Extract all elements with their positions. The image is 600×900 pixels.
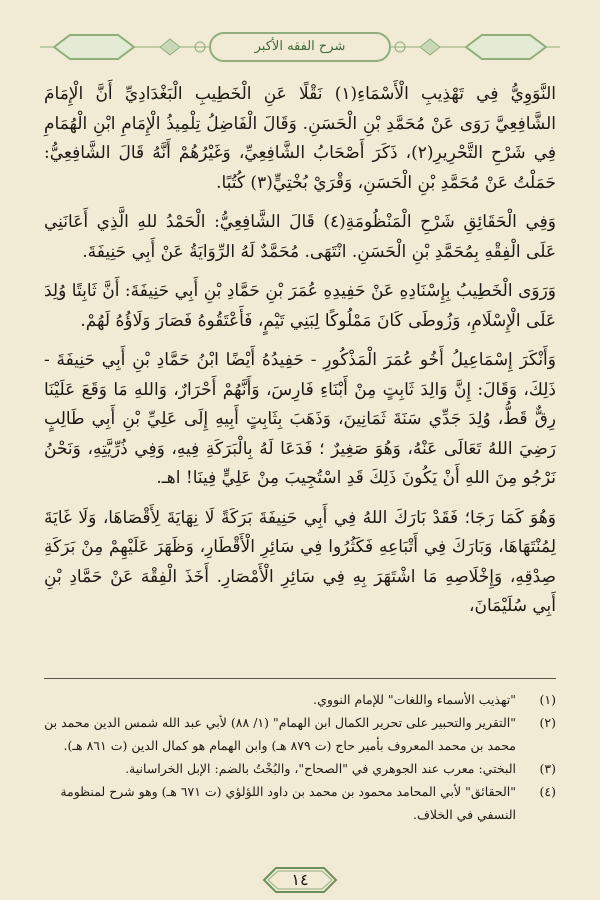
footnote-number: (٢)	[539, 715, 556, 730]
footnote-number: (١)	[539, 692, 556, 707]
footnote	[44, 711, 556, 757]
footnote-text: "تهذيب الأسماء واللغات" للإمام النووي.	[313, 692, 516, 707]
footnotes	[44, 688, 556, 826]
main-text	[44, 80, 556, 632]
running-title: شرح الفقه الأكبر	[254, 39, 346, 54]
footnote-text: البختي: معرب عند الجوهري في "الصحاح"، والبُخْتُ بالضم: الإبل الخراسانية.	[125, 761, 516, 776]
footnote-number: (٣)	[539, 761, 556, 776]
paragraph: وَهُوَ كَمَا رَجَا؛ فَقَدْ بَارَكَ اللهُ فِي أَبِي حَنِيفَةَ بَرَكَةً لَا نِهَايَةَ لِأَقْصَاهَا، وَلَا غَايَةَ لِمُنْتَهَاهَا، وَبَارَكَ فِي أَتْبَاعِهِ فَكَثُرُوا فِي سَائِرِ الْأَقْطَارِ، وَظَهَرَ عَلَيْهِمْ مِنْ بَرَكَةِ صِدْقِهِ، وَإِخْلَاصِهِ مَا اشْتَهَرَ بِهِ فِي سَائِرِ الْأَمْصَارِ. أَخَذَ الْفِقْهَ عَنْ حَمَّادِ بْنِ أَبِي سُلَيْمَانَ،	[44, 507, 556, 616]
footnote-number: (٤)	[539, 784, 556, 799]
footnote-divider	[44, 678, 556, 679]
paragraph: وَرَوَى الْخَطِيبُ بِإِسْنَادِهِ عَنْ حَفِيدِهِ عُمَرَ بْنِ حَمَّادِ بْنِ أَبِي حَنِيفَةَ: أَنَّ ثَابِتًا وُلِدَ عَلَى الْإِسْلَامِ، وَزُوطَى كَانَ مَمْلُوكًا لِبَنِي تَيْمٍ، فَأَعْتَقُوهُ فَصَارَ وَلَاؤُهُ لَهُمْ.	[44, 281, 556, 331]
footnote	[44, 688, 556, 711]
paragraph: وَفِي الْحَقَائِقِ شَرْحِ الْمَنْظُومَةِ(٤) قَالَ الشَّافِعِيُّ: الْحَمْدُ للهِ الَّذِي أَعَانَنِي عَلَى الْفِقْهِ بِمُحَمَّدِ بْنِ الْحَسَنِ. انْتَهَى. مُحَمَّدٌ لَهُ الرِّوَايَةُ عَنْ أَبِي حَنِيفَةَ.	[44, 212, 556, 262]
footnote	[44, 780, 556, 826]
footnote-text: "التقرير والتحبير على تحرير الكمال ابن الهمام" (١/ ٨٨) لأبي عبد الله شمس الدين محمد بن محمد بن محمد المعروف بأمير حاج (ت ٨٧٩ هـ) وابن الهمام هو كمال الدين (ت ٨٦١ هـ).	[44, 715, 516, 753]
page-header	[40, 30, 560, 64]
footnote-text: "الحقائق" لأبي المحامد محمود بن محمد بن داود اللؤلؤي (ت ٦٧١ هـ) وهو شرح لمنظومة النسفي في الخلاف.	[60, 784, 516, 822]
paragraph: النَّوَوِيُّ فِي تَهْذِيبِ الْأَسْمَاءِ(١) نَقْلًا عَنِ الْخَطِيبِ الْبَغْدَادِيِّ أَنَّ الْإِمَامَ الشَّافِعِيَّ رَوَى عَنْ مُحَمَّدِ بْنِ الْحَسَنِ. وَقَالَ الْفَاضِلُ تِلْمِيذُ الْإِمَامِ ابْنِ الْهُمَامِ فِي شَرْحِ التَّحْرِيرِ(٢)، ذَكَرَ أَصْحَابُ الشَّافِعِيِّ، وَغَيْرُهُمْ أَنَّهُ قَالَ الشَّافِعِيُّ: حَمَلْتُ عَنْ مُحَمَّدِ بْنِ الْحَسَنِ، وَقْرَيْ بُخْتِيٍّ(٣) كُتُبًا.	[44, 84, 556, 193]
paragraph: وَأَنْكَرَ إِسْمَاعِيلُ أَخُو عُمَرَ الْمَذْكُورِ - حَفِيدُهُ أَيْضًا ابْنُ حَمَّادِ بْنِ أَبِي حَنِيفَةَ - ذَلِكَ، وَقَالَ: إِنَّ وَالِدَ ثَابِتٍ مِنْ أَبْنَاءِ فَارِسَ، وَأَنَّهُمْ أَحْرَارٌ، وَاللهِ مَا وَقَعَ عَلَيْنَا رِقٌّ قَطُّ، وُلِدَ جَدِّي سَنَةَ ثَمَانِينَ، وَذَهَبَ بِثَابِتٍ أَبِيهِ إِلَى عَلِيِّ بْنِ أَبِي طَالِبٍ رَضِيَ اللهُ تَعَالَى عَنْهُ، وَهُوَ صَغِيرٌ ؛ فَدَعَا لَهُ بِالْبَرَكَةِ فِيهِ، وَفِي ذُرِّيَّتِهِ، وَنَحْنُ نَرْجُو مِنَ اللهِ أَنْ يَكُونَ ذَلِكَ قَدِ اسْتُجِيبَ مِنْ عَلِيٍّ فِينَا! اهـ.	[44, 350, 556, 488]
page-number-badge	[262, 866, 338, 894]
page-number: ١٤	[291, 870, 309, 889]
footnote	[44, 757, 556, 780]
